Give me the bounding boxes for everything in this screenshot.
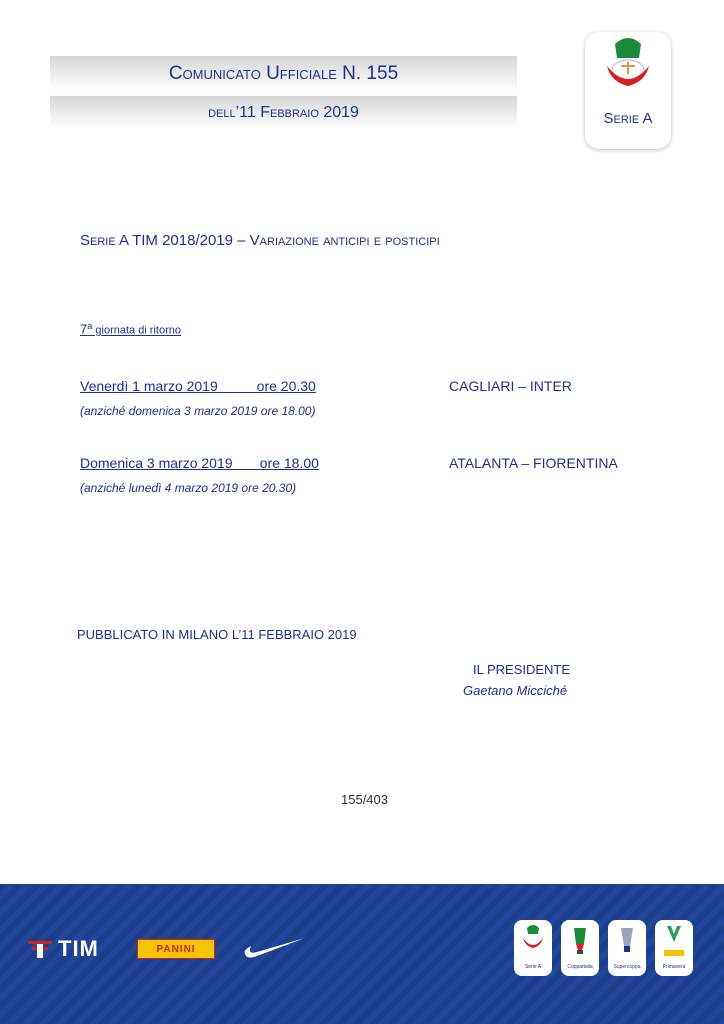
- tim-mark-icon: [28, 939, 52, 959]
- document-title: Serie A TIM 2018/2019 – Variazione anticipi e posticipi: [80, 232, 440, 249]
- panini-logo: [137, 939, 215, 959]
- header-title-box: [50, 56, 517, 91]
- tim-logo: [28, 936, 99, 962]
- header-date-box: [50, 96, 517, 129]
- match-2-teams: ATALANTA – FIORENTINA: [449, 455, 618, 471]
- match-1-teams: CAGLIARI – INTER: [449, 378, 572, 394]
- header-date: dell’11 Febbraio 2019: [208, 103, 359, 121]
- match-1-note: (anziché domenica 3 marzo 2019 ore 18.00): [80, 404, 316, 418]
- nike-swoosh-icon: [243, 936, 307, 965]
- panini-text: PANINI: [156, 943, 196, 955]
- primavera-icon: [655, 920, 693, 960]
- match-2-date: Domenica 3 marzo 2019 ore 18.00: [80, 455, 319, 471]
- serie-a-emblem-icon: [585, 32, 671, 112]
- giornata-suffix: a: [87, 321, 93, 331]
- tim-text: TIM: [58, 936, 99, 961]
- published-statement: PUBBLICATO IN MILANO L’11 FEBBRAIO 2019: [77, 627, 357, 642]
- comp-label-primavera: Primavera: [662, 964, 686, 970]
- comp-label-coppa-italia: CoppaItalia: [567, 964, 593, 970]
- comp-label-supercoppa: Supercoppa: [613, 964, 641, 970]
- giornata-heading: [80, 321, 181, 337]
- supercoppa-icon: [608, 920, 646, 960]
- match-2-note: (anziché lunedì 4 marzo 2019 ore 20.30): [80, 481, 297, 495]
- serie-a-badge-icon: [514, 920, 552, 960]
- comp-badge-primavera: [655, 920, 693, 976]
- comp-badge-coppa-italia: [561, 920, 599, 976]
- serie-a-logo: [585, 32, 671, 149]
- header-title: Comunicato Ufficiale N. 155: [168, 62, 399, 84]
- page-number: 155/403: [341, 792, 388, 807]
- comp-badge-serie-a: [514, 920, 552, 976]
- comp-badge-supercoppa: [608, 920, 646, 976]
- giornata-ordinal: 7: [80, 321, 88, 337]
- coppa-italia-icon: [561, 920, 599, 960]
- footer-band: [0, 884, 724, 1024]
- match-1-date: Venerdì 1 marzo 2019 ore 20.30: [80, 378, 316, 394]
- badge-label: Serie A: [603, 110, 653, 127]
- comp-label-serie-a: Serie A: [524, 964, 542, 970]
- president-title: IL PRESIDENTE: [473, 662, 571, 677]
- president-name: Gaetano Micciché: [463, 683, 568, 698]
- giornata-label: giornata di ritorno: [92, 324, 181, 337]
